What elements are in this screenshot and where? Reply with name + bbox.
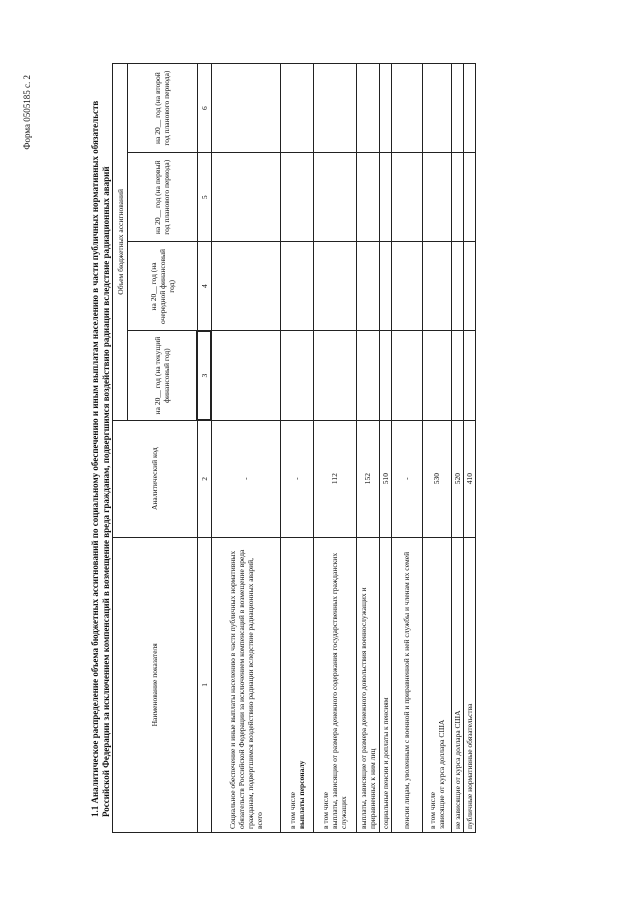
value-cell[interactable]	[313, 242, 356, 331]
header-col3: на 20__ год (на текущий финансовый год)	[128, 331, 198, 420]
row-name-cell	[313, 537, 356, 832]
row-name: пенсии лицам, уволенным с военной и приравненной к ней службы и членам их семей	[391, 537, 422, 832]
row-code: 410	[463, 420, 475, 537]
row-code: -	[280, 420, 313, 537]
row-prefix: в том числе	[427, 791, 437, 829]
value-cell[interactable]	[313, 64, 356, 153]
value-cell[interactable]	[379, 242, 391, 331]
value-cell[interactable]	[379, 64, 391, 153]
row-prefix: в том числе	[321, 791, 330, 829]
value-cell[interactable]	[211, 153, 280, 242]
value-cell[interactable]	[463, 242, 475, 331]
form-code: Форма 0505185 с. 2	[22, 75, 32, 150]
value-cell[interactable]	[280, 331, 313, 420]
row-code: -	[211, 420, 280, 537]
row-code: 152	[356, 420, 379, 537]
column-number: 4	[197, 242, 211, 331]
value-cell[interactable]	[391, 64, 422, 153]
value-cell[interactable]	[280, 153, 313, 242]
value-cell[interactable]	[422, 64, 451, 153]
value-cell[interactable]	[280, 242, 313, 331]
value-cell[interactable]	[211, 64, 280, 153]
value-cell[interactable]	[463, 153, 475, 242]
row-name: выплаты, зависящие от размера денежного довольствия военнослужащих и приравненных к ним лиц	[356, 537, 379, 832]
row-name-cell	[280, 537, 313, 832]
table-row	[379, 64, 391, 833]
value-cell[interactable]	[356, 331, 379, 420]
value-cell[interactable]	[379, 153, 391, 242]
header-col6: на 20__ год (на второй год планового периода)	[128, 64, 198, 153]
row-prefix: в том числе	[287, 791, 297, 829]
row-code: 112	[313, 420, 356, 537]
value-cell[interactable]	[451, 242, 463, 331]
header-code: Аналитический код	[113, 420, 198, 537]
value-cell[interactable]	[391, 242, 422, 331]
row-code: 510	[379, 420, 391, 537]
column-number: 5	[197, 153, 211, 242]
header-row-1	[113, 64, 128, 833]
value-cell[interactable]	[211, 242, 280, 331]
value-cell[interactable]	[391, 153, 422, 242]
value-cell[interactable]	[211, 331, 280, 420]
header-group: Объем бюджетных ассигнований	[113, 64, 128, 421]
value-cell[interactable]	[356, 242, 379, 331]
row-name-cell	[422, 537, 451, 832]
table-row	[211, 64, 280, 833]
value-cell[interactable]	[451, 64, 463, 153]
table-row	[356, 64, 379, 833]
value-cell[interactable]	[313, 331, 356, 420]
row-name: публичные нормативные обязательства	[463, 537, 475, 832]
row-code: 520	[451, 420, 463, 537]
value-cell[interactable]	[379, 331, 391, 420]
header-col5: на 20__ год (на первый год планового периода)	[128, 153, 198, 242]
row-code: 530	[422, 420, 451, 537]
row-name: социальные пенсии и доплаты к пенсиям	[379, 537, 391, 832]
value-cell[interactable]	[422, 331, 451, 420]
column-number-row	[197, 64, 211, 833]
row-name: Социальное обеспечение и иные выплаты населению в части публичных нормативных обязательств Российской Федерации за исключением компенсаций в возмещение вреда гражданам, подвергшимся воздействию радиации вследствие радиационных аварий, всего	[211, 537, 280, 832]
value-cell[interactable]	[356, 64, 379, 153]
section-heading: 1.1 Аналитическое распределение объема бюджетных ассигнований по социальному обеспечению и иным выплатам населению в части публичных нормативных обязательств Российской Федерации за исключением компенсаций в возмещение вреда гражданам, подвергшимся воздействию радиации вследствие радиационных аварий	[90, 100, 111, 817]
column-number: 2	[197, 420, 211, 537]
column-number: 6	[197, 64, 211, 153]
value-cell[interactable]	[356, 153, 379, 242]
row-name: выплаты персоналу	[296, 760, 306, 829]
allocation-table	[112, 63, 476, 833]
table-row	[313, 64, 356, 833]
table-row	[280, 64, 313, 833]
table-row	[451, 64, 463, 833]
value-cell[interactable]	[422, 153, 451, 242]
header-name: Наименование показателя	[113, 537, 198, 832]
row-code: -	[391, 420, 422, 537]
value-cell[interactable]	[422, 242, 451, 331]
value-cell[interactable]	[313, 153, 356, 242]
value-cell[interactable]	[280, 64, 313, 153]
value-cell[interactable]	[463, 64, 475, 153]
row-name: выплаты, зависящие от размера денежного содержания государственных гражданских служащих	[330, 552, 348, 829]
row-name: зависящие от курса доллара США	[436, 719, 446, 829]
column-number: 1	[197, 537, 211, 832]
value-cell[interactable]	[451, 153, 463, 242]
value-cell[interactable]	[463, 331, 475, 420]
column-number: 3	[197, 331, 211, 420]
value-cell[interactable]	[391, 331, 422, 420]
table-row	[463, 64, 475, 833]
table-row	[391, 64, 422, 833]
value-cell[interactable]	[451, 331, 463, 420]
header-col4: на 20__ год (на очередной финансовый год)	[128, 242, 198, 331]
row-name: не зависящие от курса доллара США	[451, 537, 463, 832]
table-row	[422, 64, 451, 833]
